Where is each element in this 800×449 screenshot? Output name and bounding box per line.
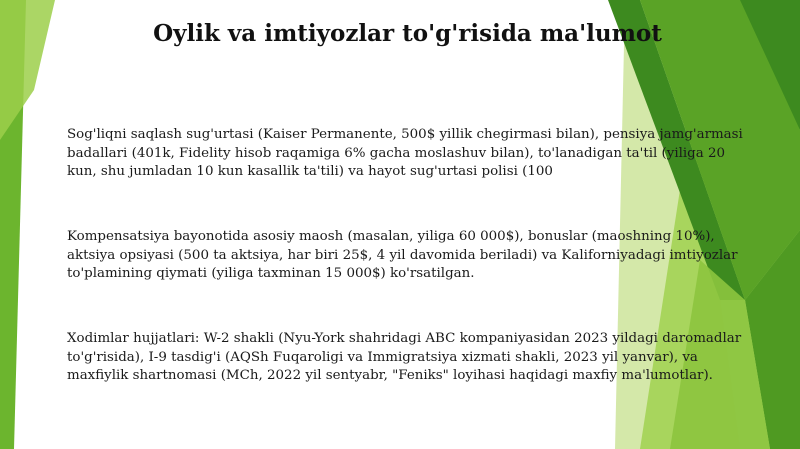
- paragraph-benefits: Sog'liqni saqlash sug'urtasi (Kaiser Permanente, 500$ yillik chegirmasi bilan), pensiya jamg'armasi badallari (401k, Fidelity hisob raqamiga 6% gacha moslashuv bilan), to'lanadigan ta'til (yiliga 20 kun, shu jumladan 10 kun kasallik ta'tili) va hayot sug'urtasi polisi (100: [67, 127, 743, 179]
- slide-title: Oylik va imtiyozlar to'g'risida ma'lumot: [153, 20, 662, 47]
- paragraph-compensation: Kompensatsiya bayonotida asosiy maosh (masalan, yiliga 60 000$), bonuslar (maoshning 10%), aktsiya opsiyasi (500 ta aktsiya, har biri 25$, 4 yil davomida beriladi) va Kaliforniyadagi imtiyozlar to'plamining qiymati (yiliga taxminan 15 000$) ko'rsatilgan.: [67, 229, 738, 281]
- paragraph-employee-documents: Xodimlar hujjatlari: W-2 shakli (Nyu-York shahridagi ABC kompaniyasidan 2023 yildagi daromadlar to'g'risida), I-9 tasdig'i (AQSh Fuqaroligi va Immigratsiya xizmati shakli, 2023 yil yanvar), va maxfiylik shartnomasi (MCh, 2022 yil sentyabr, "Feniks" loyihasi haqidagi maxfiy ma'lumotlar).: [67, 331, 742, 383]
